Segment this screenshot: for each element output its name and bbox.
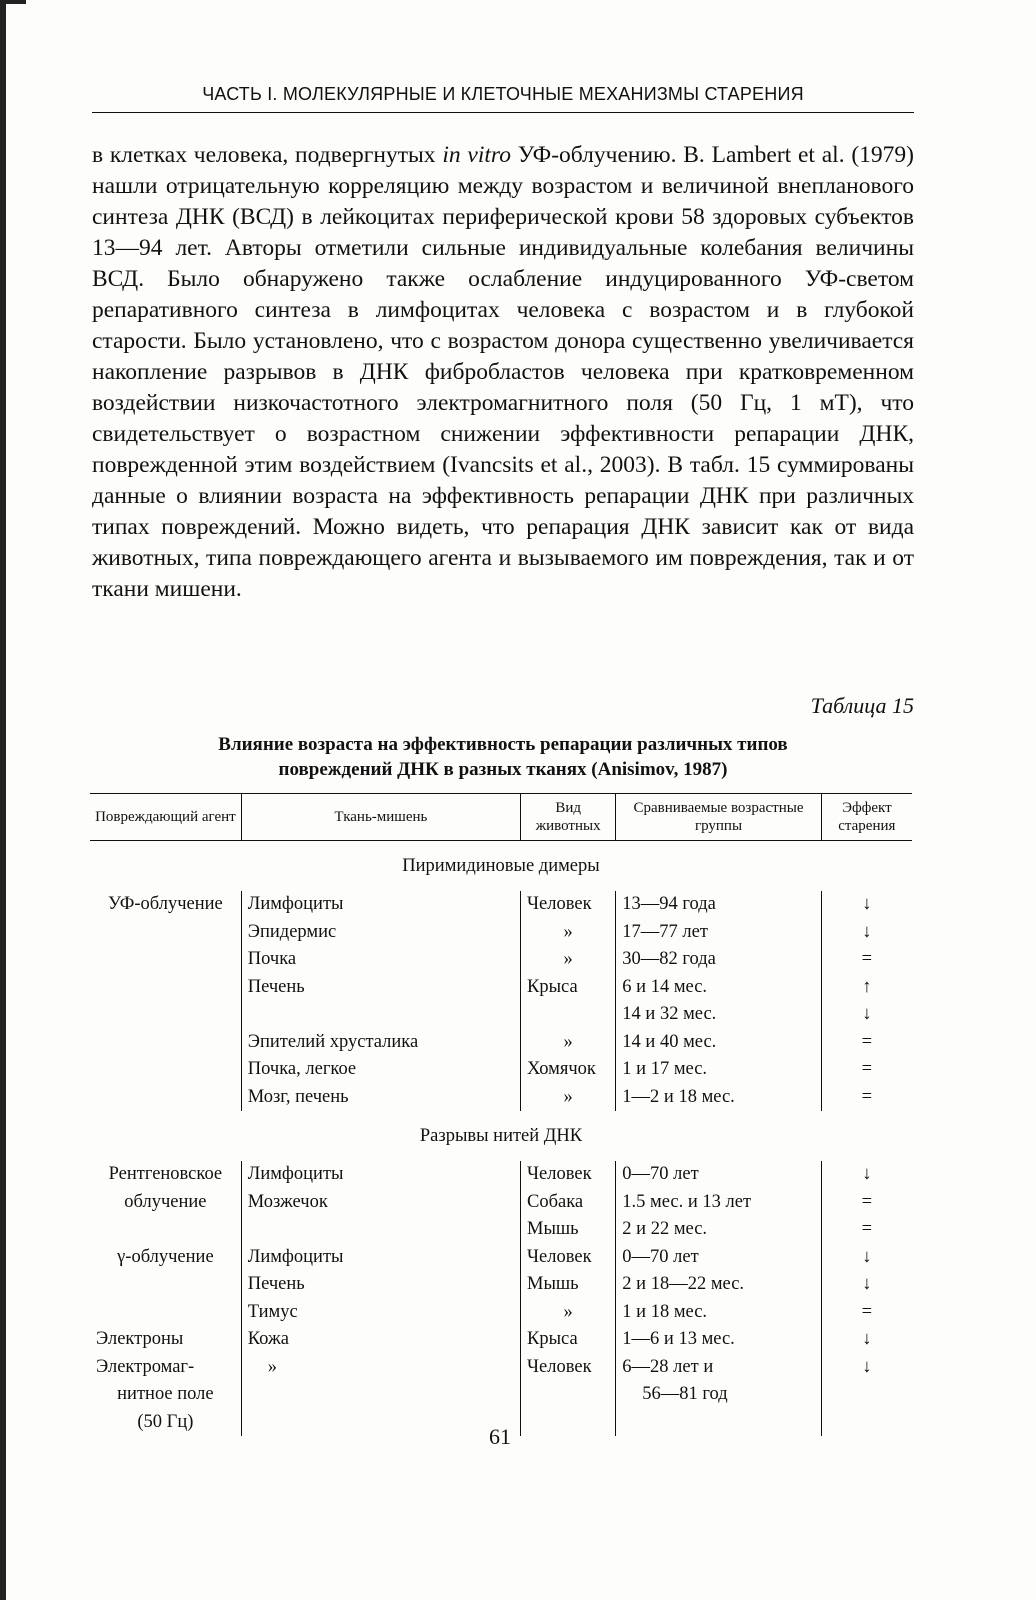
col-header-tissue: Ткань-мишень: [241, 794, 520, 841]
col-header-species: Вид животных: [521, 794, 616, 841]
cell-tissue: »: [241, 1354, 520, 1382]
page-binding-edge: [0, 0, 6, 1600]
cell-species: »: [521, 1299, 616, 1327]
body-rest: УФ-облучению. B. Lambert et al. (1979) нашли отрицательную корреляцию между возрастом и величиной внепланового синтеза ДНК (ВСД) в лейкоцитах периферической крови 58 здоровых субъектов 13—94 лет. Авторы отметили сильные индивидуальные колебания величины ВСД. Было обнаружено также ослабление индуцированного УФ-светом репаративного синтеза в лимфоцитах человека с возрастом и в глубокой старости. Было установлено, что с возрастом донора существенно увеличивается накопление разрывов в ДНК фибробластов человека при кратковременном воздействии низкочастотного электромагнитного поля (50 Гц, 1 мТ), что свидетельствует о возрастном снижении эффективности репарации ДНК, поврежденной этим воздействием (Ivancsits et al., 2003). В табл. 15 суммированы данные о влиянии возраста на эффективность репарации ДНК при различных типах повреждений. Можно видеть, что репарация ДНК зависит как от вида животных, типа повреждающего агента и вызываемого им повреждения, так и от ткани мишени.: [92, 142, 915, 602]
cell-agent: УФ-облучение: [108, 894, 223, 915]
cell-agent: [90, 1001, 241, 1029]
table-row: [90, 1029, 912, 1057]
table-row: [90, 1189, 912, 1217]
cell-groups: 0—70 лет: [616, 1244, 821, 1272]
cell-tissue: Мозжечок: [241, 1189, 520, 1217]
cell-groups: 13—94 года: [616, 891, 821, 919]
cell-species: »: [521, 1084, 616, 1112]
table-row: [90, 1381, 912, 1409]
cell-effect: ↓: [821, 1354, 912, 1382]
cell-tissue: Эпидермис: [241, 919, 520, 947]
cell-tissue: Печень: [241, 974, 520, 1002]
cell-species: »: [521, 1029, 616, 1057]
cell-species: Человек: [521, 1161, 616, 1189]
cell-agent: [90, 1056, 241, 1084]
cell-groups: 1 и 17 мес.: [616, 1056, 821, 1084]
cell-tissue: [241, 1001, 520, 1029]
table-row: [90, 891, 912, 919]
table-title-line2: повреждений ДНК в разных тканях (Anisimov, 1987): [278, 759, 728, 780]
cell-agent: [90, 1084, 241, 1112]
table-title-line1: Влияние возраста на эффективность репарации различных типов: [218, 734, 788, 755]
cell-groups: 2 и 18—22 мес.: [616, 1271, 821, 1299]
page-binding-corner: [0, 0, 26, 4]
table-row: [90, 974, 912, 1002]
cell-effect: ↑: [821, 974, 912, 1002]
cell-species: Собака: [521, 1189, 616, 1217]
cell-groups: 1 и 18 мес.: [616, 1299, 821, 1327]
cell-species: Человек: [521, 1354, 616, 1382]
section-title: Пиримидиновые димеры: [402, 855, 600, 876]
table-header-row: [90, 794, 912, 841]
cell-groups: 14 и 32 мес.: [616, 1001, 821, 1029]
cell-effect: =: [821, 1299, 912, 1327]
cell-tissue: Почка, легкое: [241, 1056, 520, 1084]
section-row: [90, 841, 912, 892]
cell-groups: 6—28 лет и: [616, 1354, 821, 1382]
table-row: [90, 1354, 912, 1382]
body-lead: в клетках человека, подвергнутых: [92, 142, 443, 168]
cell-groups: 2 и 22 мес.: [616, 1216, 821, 1244]
cell-tissue: Печень: [241, 1271, 520, 1299]
cell-effect: [821, 1381, 912, 1409]
cell-effect: ↓: [821, 1001, 912, 1029]
cell-agent: [90, 974, 241, 1002]
table-row: [90, 1299, 912, 1327]
cell-agent: Электроны: [96, 1329, 184, 1350]
section-row: [90, 1111, 912, 1161]
cell-groups: 6 и 14 мес.: [616, 974, 821, 1002]
cell-groups: 56—81 год: [616, 1381, 821, 1409]
cell-effect: ↓: [821, 919, 912, 947]
cell-species: Крыса: [521, 1326, 616, 1354]
col-header-effect: Эффект старения: [821, 794, 912, 841]
cell-effect: =: [821, 946, 912, 974]
table-row: [90, 1244, 912, 1272]
table-row: [90, 919, 912, 947]
cell-tissue: Тимус: [241, 1299, 520, 1327]
cell-tissue: Эпителий хрусталика: [241, 1029, 520, 1057]
table-row: [90, 1084, 912, 1112]
cell-tissue: Лимфоциты: [241, 1161, 520, 1189]
cell-species: Мышь: [521, 1271, 616, 1299]
cell-agent: [90, 1029, 241, 1057]
cell-agent: [90, 946, 241, 974]
table-row: [90, 1216, 912, 1244]
cell-groups: 1—6 и 13 мес.: [616, 1326, 821, 1354]
cell-species: Человек: [521, 1244, 616, 1272]
section-title: Разрывы нитей ДНК: [419, 1125, 583, 1146]
cell-groups: 1—2 и 18 мес.: [616, 1084, 821, 1112]
cell-effect: =: [821, 1084, 912, 1112]
cell-effect: =: [821, 1056, 912, 1084]
cell-species: Мышь: [521, 1216, 616, 1244]
col-header-agent: Повреждающий агент: [90, 794, 241, 841]
table-row: [90, 946, 912, 974]
cell-tissue: [241, 1381, 520, 1409]
cell-effect: =: [821, 1029, 912, 1057]
page-number: 61: [489, 1424, 511, 1449]
cell-groups: 1.5 мес. и 13 лет: [616, 1189, 821, 1217]
body-italic: in vitro: [442, 142, 511, 168]
table-row: [90, 1161, 912, 1189]
cell-agent: [90, 1299, 241, 1327]
cell-groups: 14 и 40 мес.: [616, 1029, 821, 1057]
cell-agent: Электромаг-: [96, 1356, 195, 1377]
cell-effect: =: [821, 1189, 912, 1217]
cell-groups: 0—70 лет: [616, 1161, 821, 1189]
table-row: [90, 1056, 912, 1084]
cell-agent: нитное поле: [117, 1384, 214, 1405]
running-header: ЧАСТЬ I. МОЛЕКУЛЯРНЫЕ И КЛЕТОЧНЫЕ МЕХАНИЗМЫ СТАРЕНИЯ: [202, 84, 804, 104]
cell-tissue: Кожа: [241, 1326, 520, 1354]
cell-agent: γ-облучение: [117, 1246, 214, 1267]
table-title: [92, 732, 914, 782]
cell-species: Человек: [521, 891, 616, 919]
cell-species: »: [521, 946, 616, 974]
cell-tissue: Лимфоциты: [241, 891, 520, 919]
cell-agent: облучение: [124, 1191, 207, 1212]
cell-effect: ↓: [821, 891, 912, 919]
cell-tissue: [241, 1216, 520, 1244]
body-paragraph: [92, 140, 914, 605]
cell-groups: 17—77 лет: [616, 919, 821, 947]
cell-agent: [90, 1271, 241, 1299]
cell-tissue: Мозг, печень: [241, 1084, 520, 1112]
cell-agent: [90, 919, 241, 947]
cell-effect: ↓: [821, 1326, 912, 1354]
cell-effect: ↓: [821, 1161, 912, 1189]
data-table: [90, 793, 912, 1436]
cell-effect: =: [821, 1216, 912, 1244]
cell-effect: ↓: [821, 1244, 912, 1272]
table-label: Таблица 15: [810, 693, 914, 718]
header-rule: [92, 112, 914, 113]
col-header-groups: Сравниваемые возрастные группы: [616, 794, 821, 841]
cell-species: »: [521, 919, 616, 947]
cell-species: [521, 1001, 616, 1029]
table-row: [90, 1001, 912, 1029]
cell-agent: (50 Гц): [137, 1411, 194, 1432]
cell-groups: 30—82 года: [616, 946, 821, 974]
cell-agent: [90, 1216, 241, 1244]
cell-tissue: Почка: [241, 946, 520, 974]
cell-species: Крыса: [521, 974, 616, 1002]
cell-species: [521, 1381, 616, 1409]
cell-agent: Рентгеновское: [108, 1164, 223, 1185]
table-row: [90, 1271, 912, 1299]
cell-species: Хомячок: [521, 1056, 616, 1084]
cell-tissue: Лимфоциты: [241, 1244, 520, 1272]
table-row: [90, 1326, 912, 1354]
cell-effect: ↓: [821, 1271, 912, 1299]
